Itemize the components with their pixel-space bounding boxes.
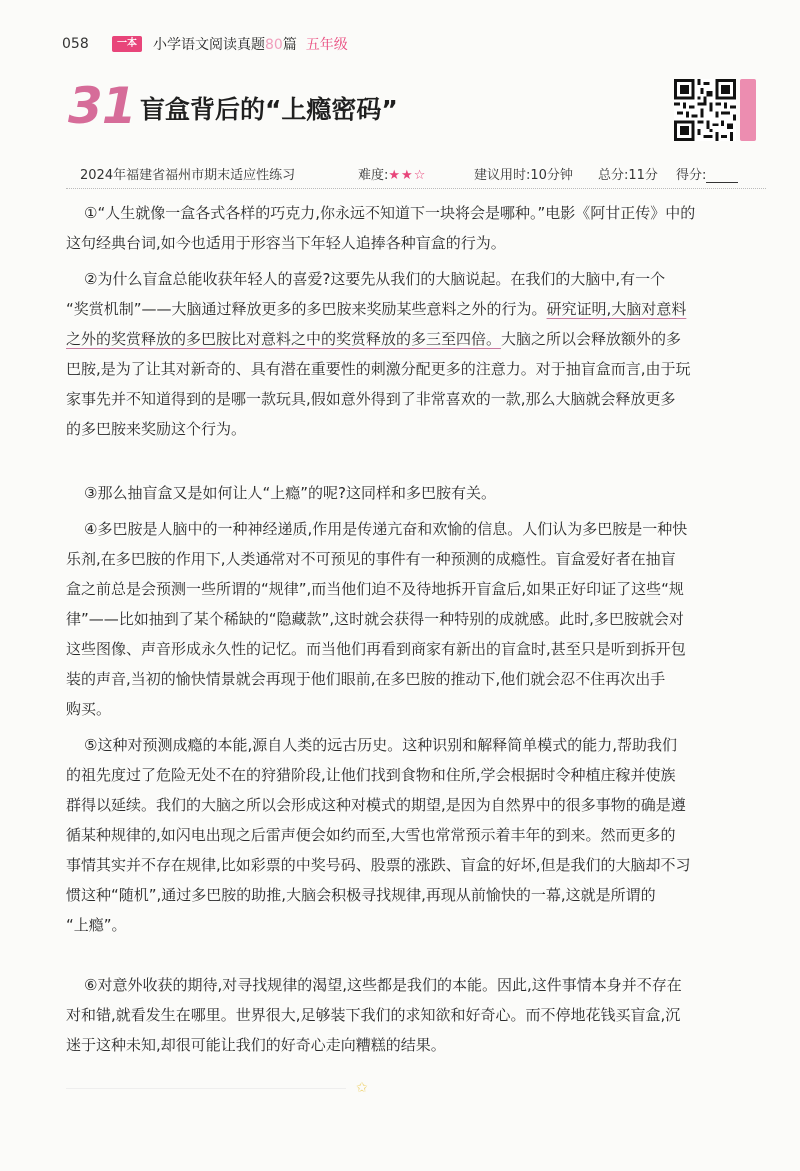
difficulty-stars: ★★☆ — [388, 168, 427, 183]
line-segment: 对不可预见的事件有一种预测的成瘾性。盲盒爱好者在抽盲 — [285, 550, 676, 568]
paragraph-line: 群得以延续。我们的大脑之所以会形成这种对模式的期望,是因为自然界中的很多事物的确是遵 — [66, 796, 686, 814]
lesson-title: 盲盒背后的“上瘾密码” — [140, 95, 398, 124]
bottom-divider — [66, 1088, 346, 1089]
paragraph-4 — [66, 514, 766, 724]
underlined-sentence: 之外的奖赏释放的多巴胺比对意料之中的奖赏释放的多三至四倍。 — [66, 330, 502, 348]
page-number: 058 — [62, 36, 89, 52]
qr-code-icon[interactable] — [674, 79, 736, 141]
side-tab — [740, 79, 756, 141]
paragraph-line: ④多巴胺是人脑中的一种神经递质,作用是传递亢奋和欢愉的信息。人们认为多巴胺是一种快 — [84, 520, 688, 538]
paragraph-line: 惯这种“随机”,通过多巴胺的助推,大脑会积极寻找规律,再现从前愉快的一幕,这就是所谓的 — [66, 886, 656, 904]
lesson-number: 31 — [68, 77, 136, 135]
paragraph-line: 迷于这种未知,却很可能让我们的好奇心走向糟糕的结果。 — [66, 1036, 446, 1054]
paragraph-line — [66, 294, 766, 324]
underlined-sentence: 研究证明,大脑对意料 — [546, 300, 687, 318]
grade-label: 五年级 — [305, 37, 348, 53]
paragraph-line: 的祖先度过了危险无处不在的狩猎阶段,让他们找到食物和住所,学会根据时令种植庄稼并使族 — [66, 766, 676, 784]
paragraph-line: 盒之前总是会预测一些所谓的“规律”,而当他们迫不及待地拆开盲盒后,如果正好印证了这些“规 — [66, 580, 684, 598]
paragraph-line: 家事先并不知道得到的是哪一款玩具,假如意外得到了非常喜欢的一款,那么大脑就会释放更多 — [66, 390, 676, 408]
score-field — [676, 164, 738, 183]
paragraph-line: 律”——比如抽到了某个稀缺的“隐藏款”,这时就会获得一种特别的成就感。此时,多巴胺就会对 — [66, 610, 684, 628]
paragraph-line: “上瘾”。 — [66, 916, 127, 934]
paragraph-line: 的多巴胺来奖励这个行为。 — [66, 420, 247, 438]
score-label: 得分: — [676, 168, 707, 183]
brand-badge: 一本 — [112, 36, 142, 52]
paragraph-line: ①“人生就像一盒各式各样的巧克力,你永远不知道下一块将会是哪种。”电影《阿甘正传》中的 — [84, 204, 696, 222]
paragraph-line: 装的声音,当初的愉快情景就会再现于他们眼前,在多巴胺的推动下,他们就会忍不住再次出手 — [66, 670, 666, 688]
exam-source: 2024年福建省福州市期末适应性练习 — [80, 168, 296, 183]
paragraph-1 — [66, 198, 766, 258]
paragraph-line — [66, 324, 766, 354]
book-title-count: 80 — [265, 37, 283, 53]
paragraph-line: 巴胺,是为了让其对新奇的、具有潜在重要性的刺激分配更多的注意力。对于抽盲盒而言,由于玩 — [66, 360, 691, 378]
paragraph-line: ⑥对意外收获的期待,对寻找规律的渴望,这些都是我们的本能。因此,这件事情本身并不存在 — [84, 976, 682, 994]
difficulty — [358, 164, 426, 183]
book-title — [153, 34, 348, 54]
suggested-time: 建议用时:10分钟 — [474, 168, 573, 183]
paragraph-line: 事情其实并不存在规律,比如彩票的中奖号码、股票的涨跌、盲盒的好坏,但是我们的大脑却不习 — [66, 856, 691, 874]
score-blank[interactable] — [706, 182, 738, 183]
paragraph-line: ③那么抽盲盒又是如何让人“上瘾”的呢?这同样和多巴胺有关。 — [84, 484, 496, 502]
paragraph-line: 这句经典台词,如今也适用于形容当下年轻人追捧各种盲盒的行为。 — [66, 234, 506, 252]
divider — [66, 188, 766, 189]
total-score: 总分:11分 — [598, 168, 658, 183]
line-segment: “奖赏机制”——大脑通过释放更多的多巴胺来奖励某些意料之外的行为。 — [66, 300, 547, 318]
paragraph-line: 循某种规律的,如闪电出现之后雷声便会如约而至,大雪也常常预示着丰年的到来。然而更多的 — [66, 826, 676, 844]
paragraph-line: 购买。 — [66, 700, 112, 718]
paragraph-line: 这些图像、声音形成永久性的记忆。而当他们再看到商家有新出的盲盒时,甚至只是听到拆开包 — [66, 640, 686, 658]
paragraph-line: ②为什么盲盒总能收获年轻人的喜爱?这要先从我们的大脑说起。在我们的大脑中,有一个 — [84, 270, 666, 288]
emphasized-word: 通常 • — [256, 550, 286, 568]
paragraph-3 — [66, 478, 766, 508]
paragraph-2 — [66, 264, 766, 444]
book-title-text: 小学语文阅读真题 — [153, 37, 265, 53]
paragraph-line: 对和错,就看发生在哪里。世界很大,足够装下我们的求知欲和好奇心。而不停地花钱买盲盒,沉 — [66, 1006, 681, 1024]
star-icon: ✩ — [356, 1080, 368, 1096]
paragraph-6 — [66, 970, 766, 1060]
line-segment: 乐剂,在多巴胺的作用下,人类 — [66, 550, 256, 568]
difficulty-label: 难度: — [358, 168, 389, 183]
book-title-unit: 篇 — [282, 37, 297, 53]
line-segment: 大脑之所以会释放额外的多 — [501, 330, 682, 348]
paragraph-line — [66, 544, 766, 574]
paragraph-5 — [66, 730, 766, 940]
paragraph-line: ⑤这种对预测成瘾的本能,源自人类的远古历史。这种识别和解释简单模式的能力,帮助我们 — [84, 736, 677, 754]
